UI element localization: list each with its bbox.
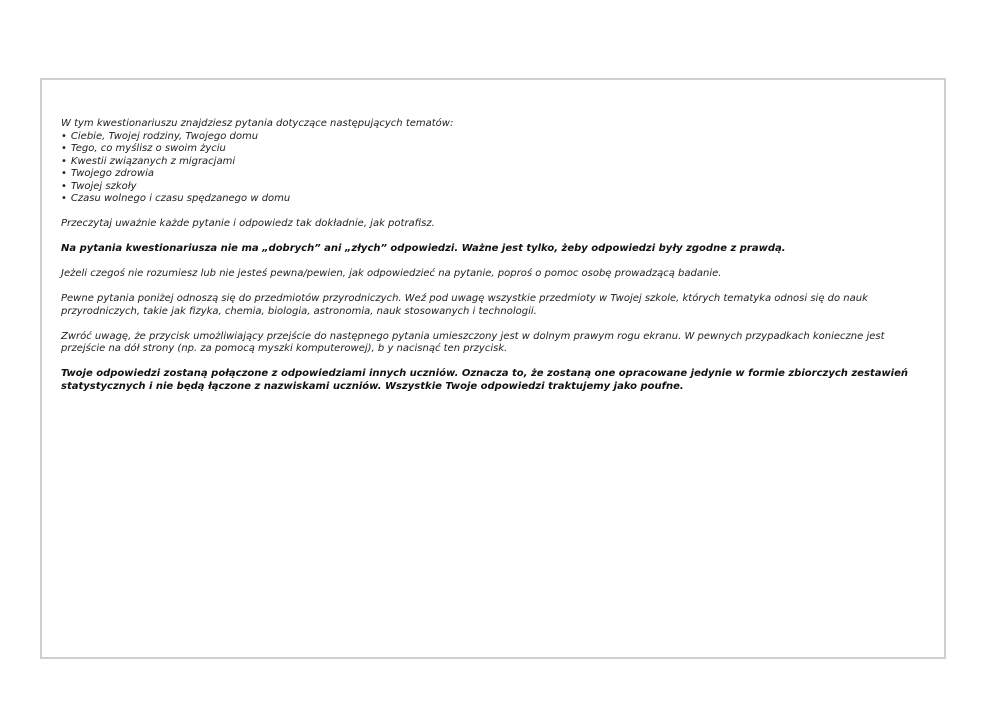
bullet-icon: • [61,155,67,167]
science-subjects-text: Pewne pytania poniżej odnoszą się do przedmiotów przyrodniczych. Weź pod uwagę wszystkie przedmioty w Twojej szkole, których tematyka odnosi się do nauk przyrodniczych, takie jak fizyka, chemia, biologia, astronomia, nauk stosowanych i technologii. [61,293,868,317]
bullet-icon: • [61,130,67,142]
confidentiality-text: Twoje odpowiedzi zostaną połączone z odpowiedziami innych uczniów. Oznacza to, że zostaną one opracowane jedynie w formie zbiorczych zestawień statystycznych i nie będą łączone z nazwiskami uczniów. Wszystkie Twoje odpowiedzi traktujemy jako poufne. [61,368,909,392]
topic-label: Twojego zdrowia [70,168,154,179]
topic-label: Czasu wolnego i czasu spędzanego w domu [70,193,291,204]
topic-item [61,168,923,181]
bullet-icon: • [61,180,67,192]
topic-label: Ciebie, Twojej rodziny, Twojego domu [70,130,259,142]
intro-content [61,118,923,406]
bullet-icon: • [61,168,67,179]
topic-item [61,193,923,206]
topics-list [61,131,923,206]
topic-item [61,143,923,156]
questionnaire-intro-panel [40,78,946,659]
topic-item [61,181,923,194]
ask-for-help-text: Jeżeli czegoś nie rozumiesz lub nie jesteś pewna/pewien, jak odpowiedzieć na pytanie, poproś o pomoc osobę prowadzącą badanie. [61,268,722,279]
topic-label: Tego, co myślisz o swoim życiu [70,143,226,154]
topics-heading: W tym kwestionariuszu znajdziesz pytania dotyczące następujących tematów: [61,118,454,129]
bullet-icon: • [61,143,67,154]
no-right-answers-text: Na pytania kwestionariusza nie ma „dobrych” ani „złych” odpowiedzi. Ważne jest tylko, żeby odpowiedzi były zgodne z prawdą. [61,243,786,254]
read-carefully-text: Przeczytaj uważnie każde pytanie i odpowiedz tak dokładnie, jak potrafisz. [61,218,435,229]
topics-section [61,118,923,206]
bullet-icon: • [61,193,67,204]
topic-label: Kwestii związanych z migracjami [70,155,236,167]
next-button-note-text: Zwróć uwagę, że przycisk umożliwiający przejście do następnego pytania umieszczony jest w dolnym prawym rogu ekranu. W pewnych przypadkach konieczne jest przejście na dół strony (np. za pomocą myszki komputerowej), b y nacisnąć ten przycisk. [61,330,885,354]
topic-item [61,156,923,169]
topic-label: Twojej szkoły [70,180,137,192]
topic-item [61,131,923,144]
